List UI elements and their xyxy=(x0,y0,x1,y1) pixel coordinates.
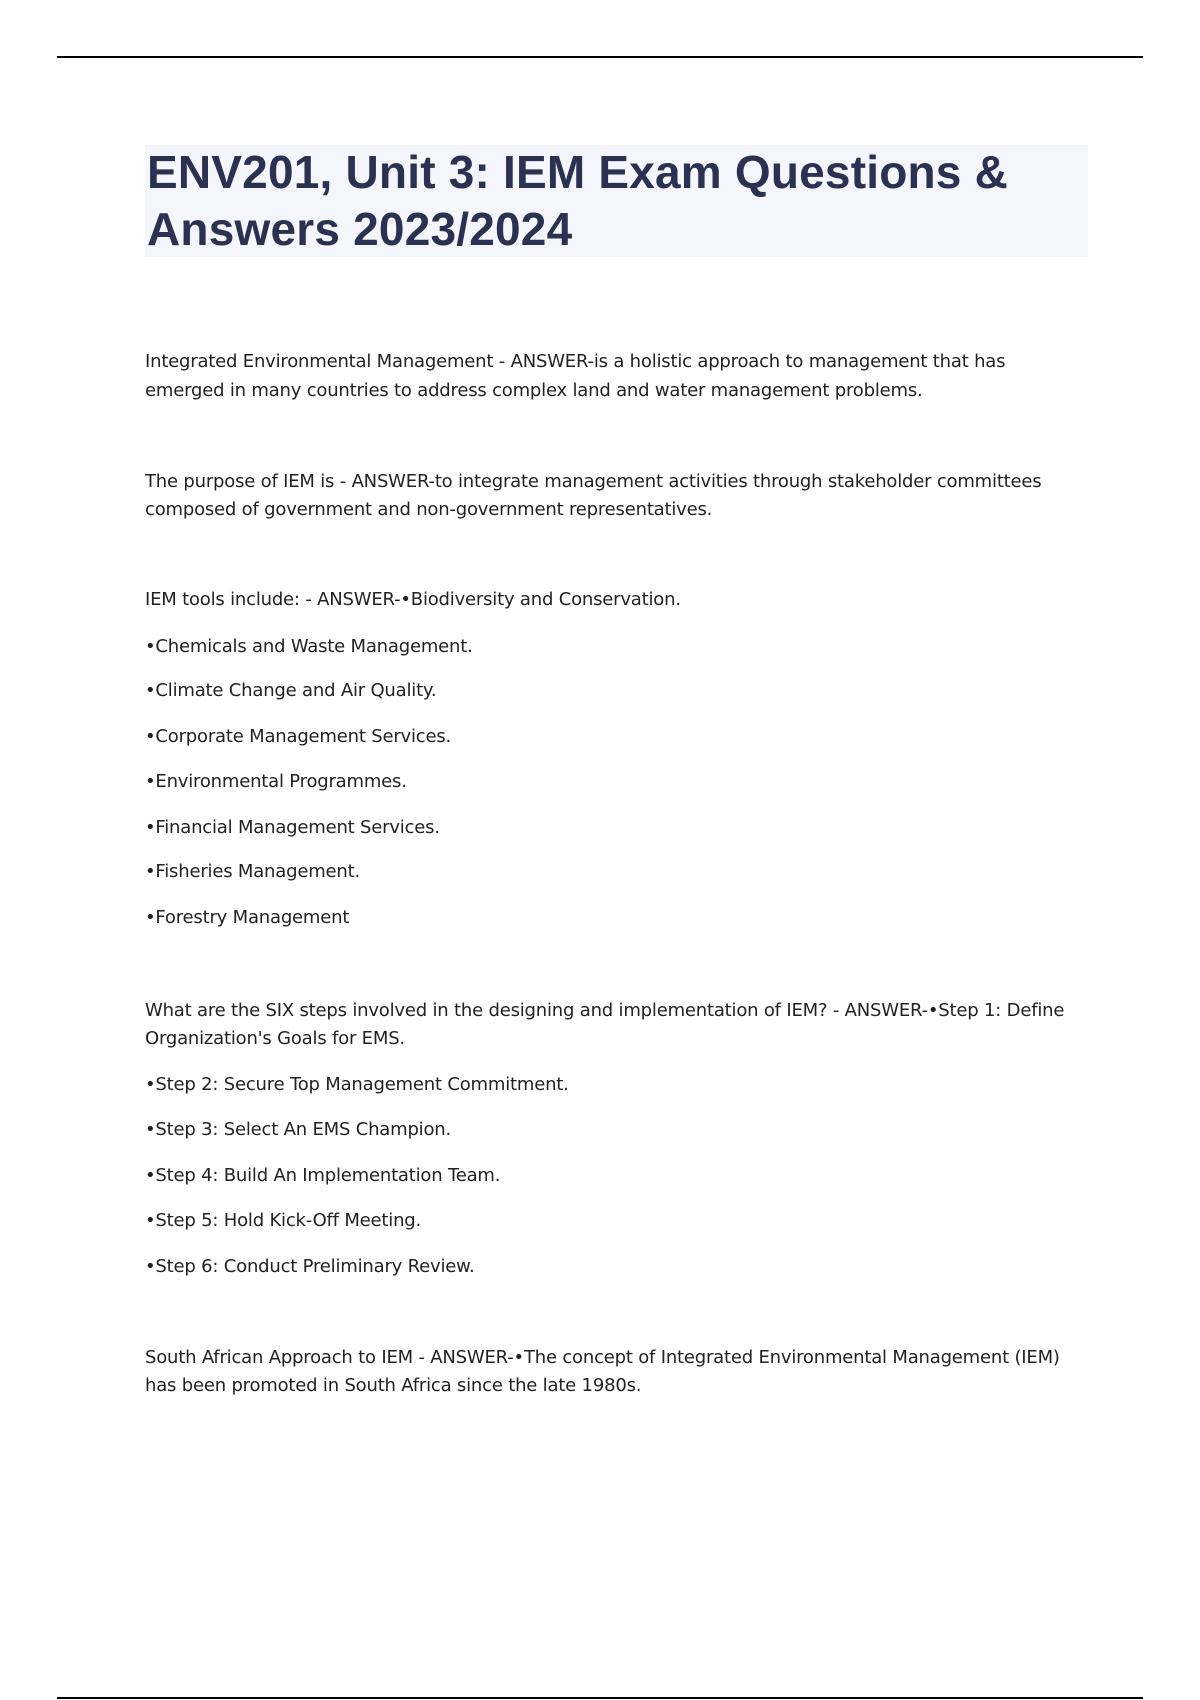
purpose-line-1: The purpose of IEM is - ANSWER-to integrate management activities through stakeholder committees xyxy=(145,471,1042,492)
steps-list-item: •Step 2: Secure Top Management Commitment. xyxy=(145,1074,569,1095)
top-rule xyxy=(57,56,1143,58)
purpose-line-2: composed of government and non-government representatives. xyxy=(145,499,713,520)
sa-approach-line-2: has been promoted in South Africa since the late 1980s. xyxy=(145,1375,642,1396)
steps-question-line-1: What are the SIX steps involved in the designing and implementation of IEM? - ANSWER-•Step 1: Define xyxy=(145,1000,1065,1021)
steps-list-item: •Step 5: Hold Kick-Off Meeting. xyxy=(145,1210,422,1231)
tools-list-item: •Financial Management Services. xyxy=(145,817,440,838)
sa-approach-line-1: South African Approach to IEM - ANSWER-•The concept of Integrated Environmental Management (IEM) xyxy=(145,1347,1060,1368)
iem-definition-line-1: Integrated Environmental Management - ANSWER-is a holistic approach to management that has xyxy=(145,351,1006,372)
steps-list-item: •Step 4: Build An Implementation Team. xyxy=(145,1165,501,1186)
title-line-2: Answers 2023/2024 xyxy=(147,203,573,255)
bottom-rule xyxy=(57,1697,1143,1699)
tools-list-item: •Fisheries Management. xyxy=(145,861,360,882)
page-title xyxy=(145,144,1088,258)
title-line-1: ENV201, Unit 3: IEM Exam Questions & xyxy=(147,146,1008,198)
tools-list-item: •Forestry Management xyxy=(145,907,350,928)
tools-intro: IEM tools include: - ANSWER-•Biodiversity and Conservation. xyxy=(145,589,681,610)
tools-list-item: •Corporate Management Services. xyxy=(145,726,452,747)
steps-list-item: •Step 3: Select An EMS Champion. xyxy=(145,1119,452,1140)
tools-list-item: •Climate Change and Air Quality. xyxy=(145,680,437,701)
tools-list-item: •Chemicals and Waste Management. xyxy=(145,636,473,657)
title-block xyxy=(145,145,1088,257)
steps-list-item: •Step 6: Conduct Preliminary Review. xyxy=(145,1256,475,1277)
iem-definition-line-2: emerged in many countries to address complex land and water management problems. xyxy=(145,380,923,401)
tools-list-item: •Environmental Programmes. xyxy=(145,771,407,792)
steps-question-line-2: Organization's Goals for EMS. xyxy=(145,1028,405,1049)
